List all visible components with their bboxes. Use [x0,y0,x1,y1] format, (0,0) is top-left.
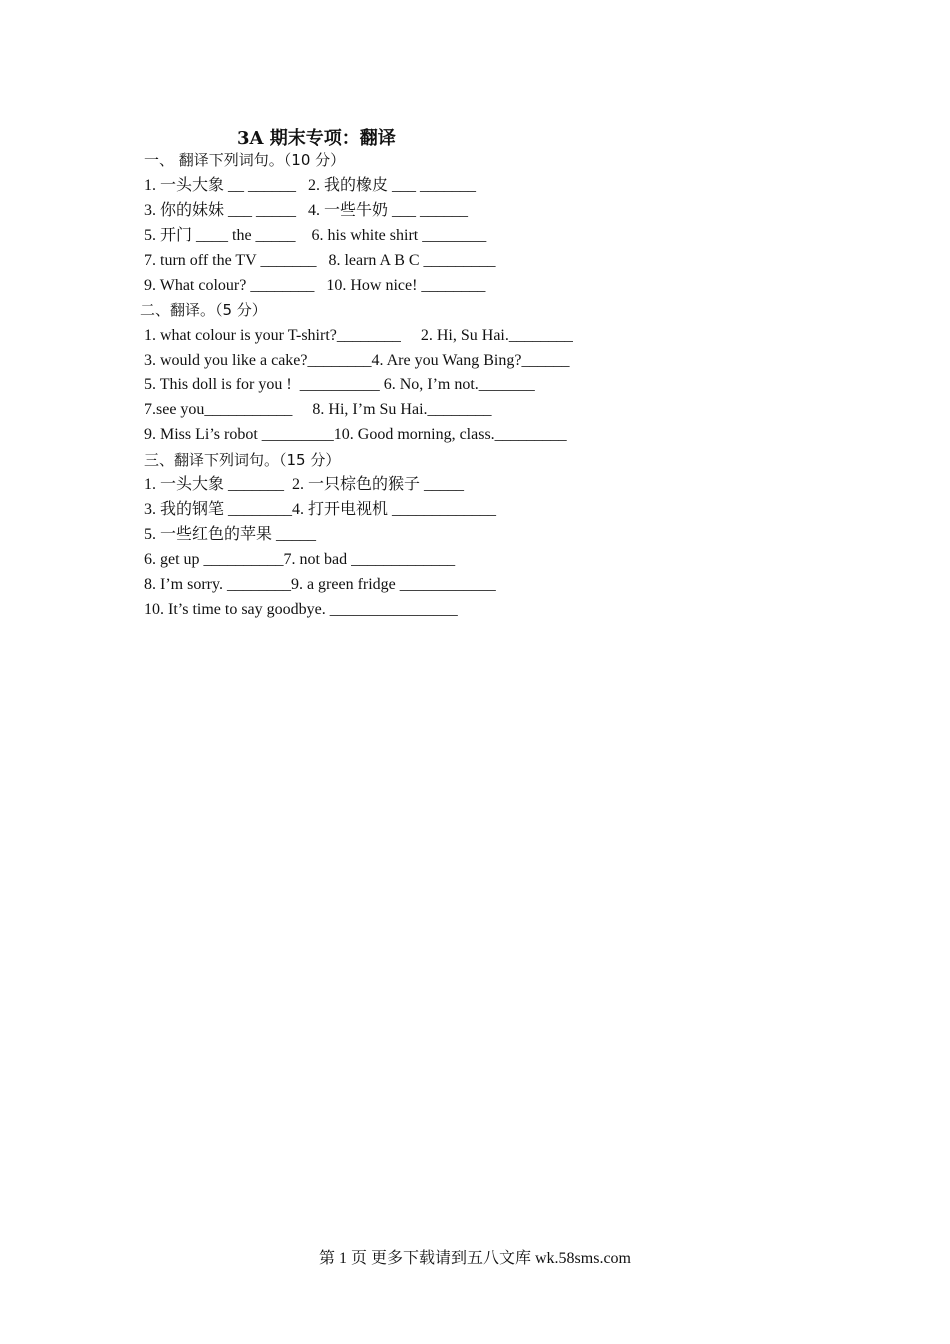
section-3-item: 5. 一些红色的苹果 _____ [144,526,317,543]
section-1-item: 9. What colour? ________ 10. How nice! ________ [144,277,486,294]
section-3-item: 10. It’s time to say goodbye. ________________ [144,601,458,618]
section-2-item: 1. what colour is your T-shirt?________ 2. Hi, Su Hai.________ [144,327,573,344]
section-1-heading: 一、 翻译下列词句。（10 分） [144,151,346,169]
section-1-item: 5. 开门 ____ the _____ 6. his white shirt ________ [144,227,487,244]
page-footer: 第 1 页 更多下载请到五八文库 wk.58sms.com [318,1250,631,1267]
section-1-item: 1. 一头大象 __ ______ 2. 我的橡皮 ___ _______ [144,177,477,194]
section-3-item: 6. get up __________7. not bad _____________ [144,551,456,568]
section-2-item: 7.see you___________ 8. Hi, I’m Su Hai.________ [144,401,492,418]
section-2-item: 5. This doll is for you ! __________ 6. No, I’m not._______ [144,376,535,393]
section-2-item: 9. Miss Li’s robot _________10. Good morning, class._________ [144,426,567,443]
page-title: 3A 期末专项：翻译 [237,128,396,149]
section-3-heading: 三、翻译下列词句。（15 分） [144,451,341,469]
section-1-item: 7. turn off the TV _______ 8. learn A B C _________ [144,252,496,269]
section-3-item: 3. 我的钢笔 ________4. 打开电视机 _____________ [144,501,497,518]
section-3-item: 1. 一头大象 _______ 2. 一只棕色的猴子 _____ [144,476,465,493]
section-2-item: 3. would you like a cake?________4. Are you Wang Bing?______ [144,352,570,369]
section-1-item: 3. 你的妹妹 ___ _____ 4. 一些牛奶 ___ ______ [144,202,469,219]
section-2-heading: 二、翻译。（5 分） [140,301,267,319]
section-3-item: 8. I’m sorry. ________9. a green fridge ____________ [144,576,496,593]
